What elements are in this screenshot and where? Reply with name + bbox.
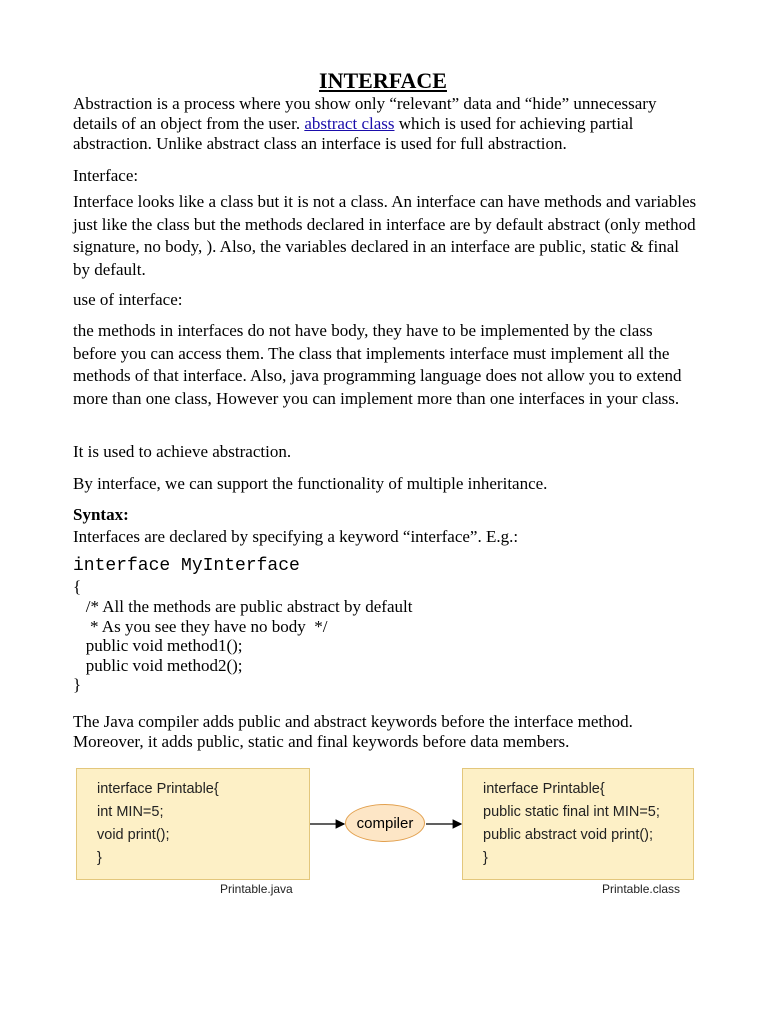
source-caption: Printable.java <box>220 882 293 896</box>
output-line: } <box>483 850 488 866</box>
output-code-box <box>462 768 694 880</box>
abstraction-line: It is used to achieve abstraction. <box>73 442 292 461</box>
output-line: public abstract void print(); <box>483 827 654 843</box>
source-line: interface Printable{ <box>97 781 219 797</box>
output-line: interface Printable{ <box>483 781 605 797</box>
intro-text-2: which is used for achieving partial abstraction. Unlike abstract class an interface is used for full abstraction. <box>73 114 634 153</box>
code-line: } <box>73 675 82 694</box>
syntax-description: Interfaces are declared by specifying a keyword “interface”. E.g.: <box>73 527 519 546</box>
code-line: /* All the methods are public abstract by default <box>73 597 413 616</box>
inheritance-line: By interface, we can support the functionality of multiple inheritance. <box>73 474 548 493</box>
abstract-class-link[interactable]: abstract class <box>304 114 395 133</box>
compiler-note: The Java compiler adds public and abstract keywords before the interface method. Moreover, it adds public, static and final keywords before data members. <box>73 712 633 751</box>
compiler-label: compiler <box>356 814 414 832</box>
interface-description: Interface looks like a class but it is not a class. An interface can have methods and variables just like the class but the methods declared in interface are by default abstract (only method signature, no body, ). Also, the variables declared in an interface are public, static & final by default. <box>73 192 697 279</box>
page-title: INTERFACE <box>319 68 447 93</box>
compiler-oval <box>345 804 425 842</box>
code-line: { <box>73 577 82 596</box>
source-line: int MIN=5; <box>97 804 164 820</box>
use-heading: use of interface: <box>73 290 183 309</box>
code-declaration: interface MyInterface <box>73 556 300 576</box>
source-line: } <box>97 850 102 866</box>
intro-text-1: Abstraction is a process where you show only “relevant” data and “hide” unnecessary details of an object from the user. <box>73 94 657 133</box>
output-caption: Printable.class <box>602 882 681 896</box>
output-line: public static final int MIN=5; <box>483 804 660 820</box>
code-line: public void method2(); <box>73 656 243 675</box>
source-line: void print(); <box>97 827 170 843</box>
syntax-heading: Syntax: <box>73 505 129 524</box>
code-line: * As you see they have no body */ <box>73 617 328 636</box>
use-description: the methods in interfaces do not have body, they have to be implemented by the class before you can access them. The class that implements interface must implement all the methods of that interface. Also, java programming language does not allow you to extend more than one class, However you can implement more than one interfaces in your class. <box>73 321 682 408</box>
code-line: public void method1(); <box>73 636 243 655</box>
interface-heading: Interface: <box>73 166 139 185</box>
